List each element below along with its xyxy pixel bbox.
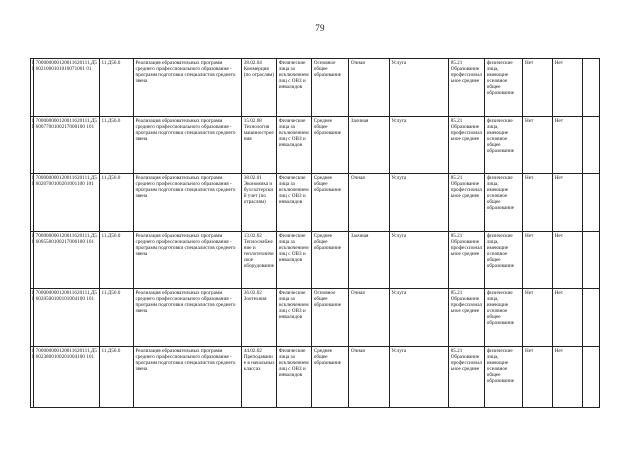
table-row [31,346,600,407]
services-registry-table [30,58,600,408]
empty-cell [582,289,599,347]
service-type: Услуга [389,174,448,232]
specialty: 13.02.02 Теплоснабжение и теплотехническое оборудование [242,231,277,289]
registry-code: 700000000120011620111,Д56023800100201004100 101 [34,346,100,407]
service-type: Услуга [389,231,448,289]
service-type: Услуга [389,59,448,117]
specialty: 38.02.04 Коммерция (по отраслям) [242,59,277,117]
table-row [31,174,600,232]
consumers: физические лица, имеющие основное общее образование [485,116,523,174]
service-name: Реализация образовательных программ среднего профессионального образования - программ подготовки специалистов среднего звена [133,289,241,347]
flag-2: Нет [553,59,583,117]
specialty: 15.02.08 Технология машиностроения [242,116,277,174]
education-level: Среднее общее образование [312,116,349,174]
study-form: Очная [349,59,389,117]
page-number: 79 [315,23,325,33]
consumer-category: Физические лица за исключением лиц с ОВЗ и инвалидов [277,289,312,347]
education-level: Основное общее образование [312,59,349,117]
okved-activity: 85.21 Образование профессиональное среднее [449,116,485,174]
empty-cell [582,116,599,174]
row-number: 11 [31,174,34,232]
table-row [31,59,600,117]
flag-2: Нет [553,116,583,174]
education-level: Основное общее образование [312,289,349,347]
consumer-category: Физические лица за исключением лиц с ОВЗ и инвалидов [277,231,312,289]
registry-code: 700000000120011620111,Д56007700100217000100 101 [34,116,100,174]
row-number: 11 [31,289,34,347]
row-number: 11 [31,59,34,117]
flag-1: Нет [523,289,553,347]
row-number: 11 [31,346,34,407]
table-row [31,231,600,289]
education-level: Среднее общее образование [312,231,349,289]
flag-1: Нет [523,116,553,174]
consumers: физические лица, имеющие основное общее образование [485,174,523,232]
consumers: физические лица, имеющие основное общее образование [485,346,523,407]
flag-1: Нет [523,59,553,117]
okved-activity: 85.21 Образование профессиональное среднее [449,231,485,289]
service-name: Реализация образовательных программ среднего профессионального образования - программ подготовки специалистов среднего звена [133,174,241,232]
row-number: 11 [31,231,34,289]
okved-code: 11.Д56.0 [99,231,133,289]
study-form: Очная [349,174,389,232]
education-level: Среднее общее образование [312,346,349,407]
flag-1: Нет [523,346,553,407]
specialty: 38.02.01 Экономика и бухгалтерский учет (по отраслям) [242,174,277,232]
service-type: Услуга [389,289,448,347]
registry-code: 700000000120011620111,Д56005500100217006100 101 [34,231,100,289]
consumers: физические лица, имеющие основное общее образование [485,59,523,117]
specialty: 44.02.02 Преподавание в начальных классах [242,346,277,407]
consumers: физические лица, имеющие основное общее образование [485,231,523,289]
study-form: Очная [349,346,389,407]
consumers: физические лица, имеющие основное общее образование [485,289,523,347]
row-number: 11 [31,116,34,174]
okved-code: 11.Д56.0 [99,289,133,347]
okved-activity: 85.21 Образование профессиональное среднее [449,289,485,347]
study-form: Заочная [349,116,389,174]
flag-1: Нет [523,174,553,232]
study-form: Очная [349,289,389,347]
consumer-category: Физические лица за исключением лиц с ОВЗ и инвалидов [277,59,312,117]
consumer-category: Физические лица за исключением лиц с ОВЗ и инвалидов [277,116,312,174]
okved-activity: 85.21 Образование профессиональное среднее [449,346,485,407]
okved-code: 11.Д56.0 [99,174,133,232]
flag-1: Нет [523,231,553,289]
registry-code: 700000000120011620111,Д56021000101010071001 01 [34,59,100,117]
okved-activity: 85.21 Образование профессиональное среднее [449,59,485,117]
study-form: Заочная [349,231,389,289]
education-level: Среднее общее образование [312,174,349,232]
service-name: Реализация образовательных программ среднего профессионального образования - программ подготовки специалистов среднего звена [133,231,241,289]
table-row [31,289,600,347]
table-row [31,116,600,174]
service-name: Реализация образовательных программ среднего профессионального образования - программ подготовки специалистов среднего звена [133,346,241,407]
service-type: Услуга [389,346,448,407]
okved-activity: 85.21 Образование профессиональное среднее [449,174,485,232]
flag-2: Нет [553,231,583,289]
okved-code: 11.Д56.0 [99,346,133,407]
empty-cell [582,346,599,407]
flag-2: Нет [553,289,583,347]
service-name: Реализация образовательных программ среднего профессионального образования - программ подготовки специалистов среднего звена [133,116,241,174]
registry-code: 700000000120011620111,Д56020500100101004100 101 [34,289,100,347]
empty-cell [582,174,599,232]
okved-code: 11.Д56.0 [99,59,133,117]
registry-code: 700000000120011620111,Д56020700100201001100 101 [34,174,100,232]
flag-2: Нет [553,346,583,407]
service-type: Услуга [389,116,448,174]
service-name: Реализация образовательных программ среднего профессионального образования - программ подготовки специалистов среднего звена [133,59,241,117]
okved-code: 11.Д56.0 [99,116,133,174]
empty-cell [582,231,599,289]
consumer-category: Физические лица за исключением лиц с ОВЗ и инвалидов [277,346,312,407]
flag-2: Нет [553,174,583,232]
empty-cell [582,59,599,117]
consumer-category: Физические лица за исключением лиц с ОВЗ и инвалидов [277,174,312,232]
specialty: 36.02.02 Зоотехния [242,289,277,347]
